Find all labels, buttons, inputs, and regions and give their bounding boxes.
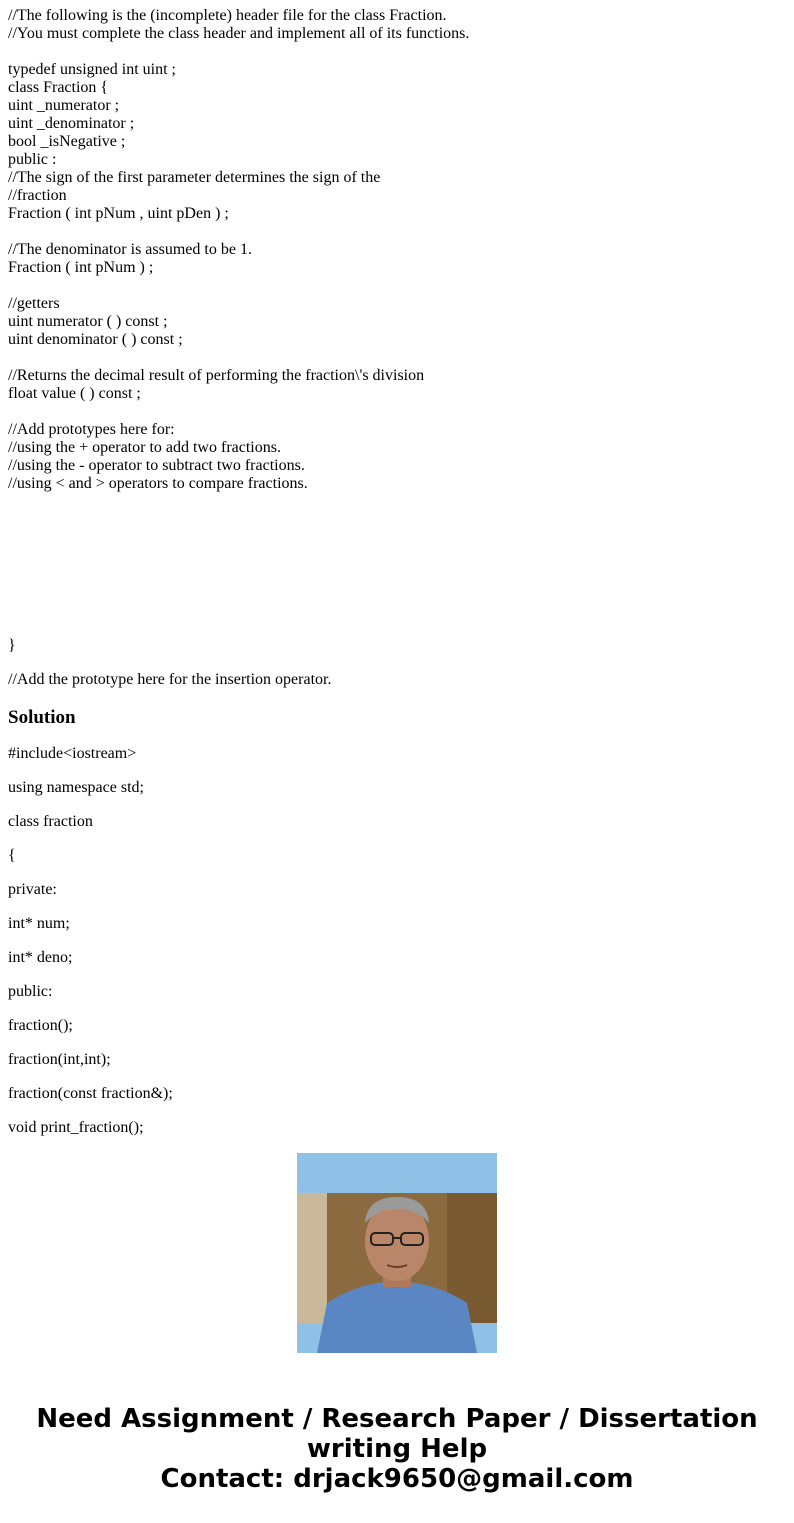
code-line: //fraction bbox=[8, 187, 67, 204]
solution-heading: Solution bbox=[8, 707, 76, 728]
solution-line: class fraction bbox=[8, 813, 93, 830]
code-line: uint numerator ( ) const ; bbox=[8, 313, 168, 330]
code-line: class Fraction { bbox=[8, 79, 109, 96]
author-photo bbox=[297, 1153, 497, 1353]
code-line: typedef unsigned int uint ; bbox=[8, 61, 176, 78]
solution-code-block bbox=[8, 745, 786, 1137]
author-photo-image bbox=[297, 1153, 497, 1353]
solution-line: int* num; bbox=[8, 915, 70, 932]
code-line: float value ( ) const ; bbox=[8, 385, 141, 402]
solution-line: fraction(int,int); bbox=[8, 1051, 111, 1068]
solution-line: using namespace std; bbox=[8, 779, 144, 796]
code-line: //using < and > operators to compare fractions. bbox=[8, 475, 308, 492]
promo-line-1: Need Assignment / Research Paper / Dissertation bbox=[36, 1404, 758, 1434]
solution-line: private: bbox=[8, 881, 57, 898]
solution-line: { bbox=[8, 847, 16, 864]
code-line bbox=[8, 403, 786, 421]
document-body bbox=[8, 7, 786, 1136]
promo-contact-line: Contact: drjack9650@gmail.com bbox=[160, 1464, 634, 1494]
promo-line-2: writing Help bbox=[306, 1434, 488, 1464]
code-line: //The sign of the first parameter determines the sign of the bbox=[8, 169, 381, 186]
code-line: //getters bbox=[8, 295, 60, 312]
code-line: public : bbox=[8, 151, 57, 168]
code-line: //The following is the (incomplete) header file for the class Fraction. bbox=[8, 7, 447, 24]
code-line: uint _denominator ; bbox=[8, 115, 135, 132]
question-code-block bbox=[8, 7, 786, 493]
code-line bbox=[8, 223, 786, 241]
code-line: Fraction ( int pNum ) ; bbox=[8, 259, 154, 276]
blank-space bbox=[8, 493, 786, 637]
solution-line: fraction(const fraction&); bbox=[8, 1085, 173, 1102]
code-line: bool _isNegative ; bbox=[8, 133, 126, 150]
code-line bbox=[8, 43, 786, 61]
code-line: //Returns the decimal result of performing the fraction\'s division bbox=[8, 367, 425, 384]
promo-banner bbox=[0, 1404, 794, 1494]
code-line: //The denominator is assumed to be 1. bbox=[8, 241, 252, 258]
code-line: uint _numerator ; bbox=[8, 97, 120, 114]
code-line: Fraction ( int pNum , uint pDen ) ; bbox=[8, 205, 229, 222]
solution-line: #include<iostream> bbox=[8, 745, 137, 762]
solution-line: public: bbox=[8, 983, 53, 1000]
solution-line: int* deno; bbox=[8, 949, 73, 966]
code-line: //Add prototypes here for: bbox=[8, 421, 175, 438]
code-line: //using the - operator to subtract two fractions. bbox=[8, 457, 305, 474]
solution-line: fraction(); bbox=[8, 1017, 73, 1034]
closing-brace: } bbox=[8, 637, 16, 654]
code-line bbox=[8, 277, 786, 295]
code-line: uint denominator ( ) const ; bbox=[8, 331, 183, 348]
insertion-operator-note: //Add the prototype here for the insertion operator. bbox=[8, 671, 332, 688]
code-line bbox=[8, 349, 786, 367]
code-line: //using the + operator to add two fractions. bbox=[8, 439, 281, 456]
code-line: //You must complete the class header and implement all of its functions. bbox=[8, 25, 470, 42]
solution-line: void print_fraction(); bbox=[8, 1119, 144, 1136]
